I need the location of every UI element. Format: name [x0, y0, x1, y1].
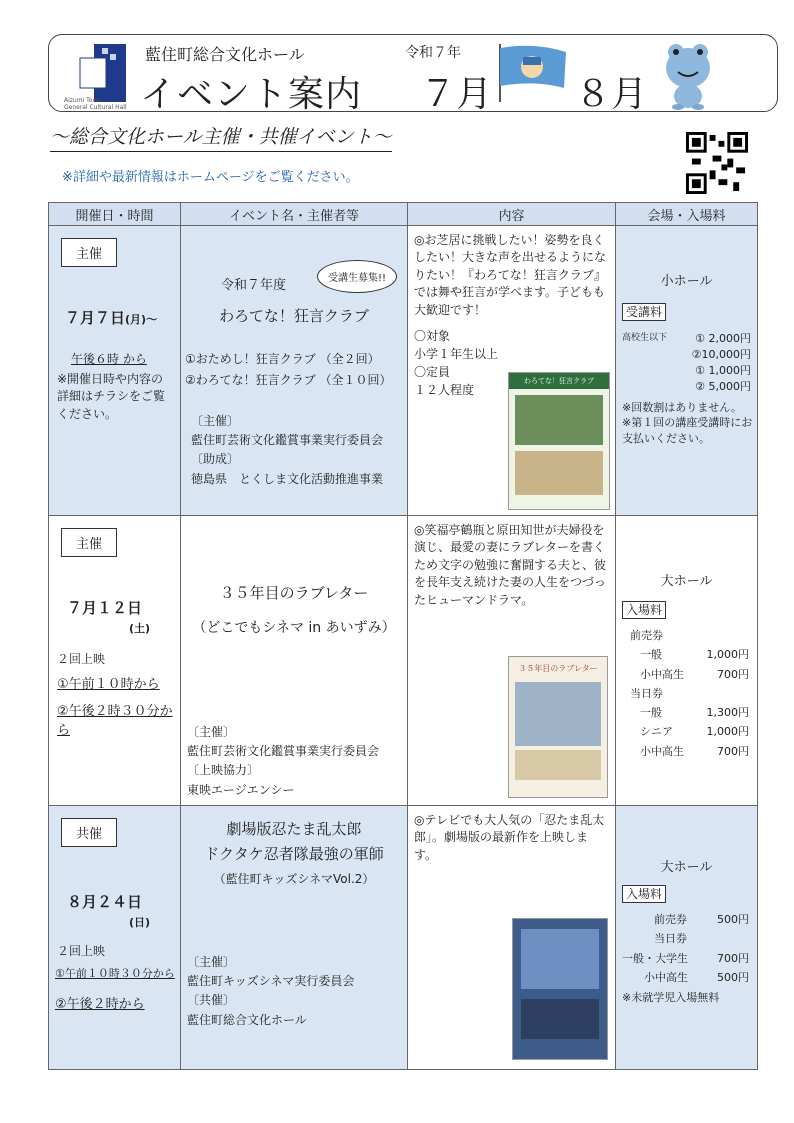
- poster-title: ３５年目のラブレター: [518, 664, 598, 673]
- fee-price: 700円: [717, 667, 749, 681]
- fee-label: 入場料: [622, 601, 666, 619]
- fee-label: 受講料: [622, 303, 666, 321]
- fee-price: 1,000円: [708, 364, 751, 377]
- fee-price: 500円: [717, 970, 749, 984]
- event-venue-cell: [616, 806, 758, 1070]
- event-time-2: ②午後２時から: [55, 997, 145, 1012]
- event-poster-image: [508, 372, 610, 510]
- fee-item-label: ①: [695, 332, 705, 345]
- fee-price: 700円: [717, 744, 749, 758]
- poster-photo: [515, 451, 603, 495]
- fee-row: [630, 665, 749, 684]
- fee-row: [622, 362, 751, 378]
- table-row: [49, 806, 758, 1070]
- capacity-label: 〇定員: [414, 364, 451, 379]
- venue-note: [622, 400, 753, 446]
- event-subtitle: （どこでもシネマ in あいずみ）: [192, 620, 396, 636]
- event-description: ◎笑福亭鶴瓶と原田知世が夫婦役を演じ、最愛の妻にラブレターを書くため文字の勉強に奮闘する夫と、彼を長年支え続けた妻の人生をつづったヒューマンドラマ。: [414, 523, 607, 607]
- reiwa-year: 令和７年: [405, 45, 461, 61]
- event-date-main: ８月２４日: [67, 893, 143, 911]
- organizer: 藍住町キッズシネマ実行委員会: [187, 974, 355, 989]
- poster-photo: [515, 395, 603, 445]
- event-title: ３５年目のラブレター: [219, 584, 369, 602]
- venue-note-1: ※回数割はありません。: [622, 401, 742, 414]
- fee-row: [622, 378, 751, 394]
- section-subtitle: ～総合文化ホール主催・共催イベント～: [50, 122, 392, 152]
- table-row: [49, 226, 758, 516]
- table-header-row: [49, 203, 758, 226]
- event-venue-cell: [616, 226, 758, 516]
- venue-name: 大ホール: [660, 574, 713, 589]
- poster-title: わろてな！狂言クラブ: [509, 373, 609, 389]
- organizer: 藍住町芸術文化鑑賞事業実行委員会: [191, 433, 384, 448]
- fee-item-label: 小中高生: [640, 667, 684, 681]
- target-value: 小学１年生以上: [414, 346, 499, 361]
- column-header-content: 内容: [408, 203, 616, 226]
- event-name-cell: [181, 226, 408, 516]
- logo-text-line-1: Aizumi Town: [64, 97, 102, 104]
- poster-photo: [515, 750, 601, 780]
- fee-price: 500円: [717, 913, 749, 926]
- fee-item-label: ②: [695, 380, 705, 393]
- fee-item-label: 小中高生: [644, 970, 688, 984]
- cooperation: 東映エージエンシー: [187, 782, 295, 797]
- fee-list: [630, 626, 749, 761]
- month-august: ８月: [575, 74, 648, 115]
- organizer-label: 〔主催〕: [187, 955, 236, 969]
- fee-price: 1,000円: [706, 725, 749, 739]
- event-date-main: ７月７日: [65, 309, 126, 327]
- fee-item-label: 小中高生: [640, 744, 684, 758]
- event-organizers: [191, 412, 407, 489]
- fee-item-label: シニア: [640, 725, 673, 739]
- venue-note-2: ※第１回の講座受講時にお支払いください。: [622, 416, 753, 445]
- month-july: ７月: [420, 74, 493, 115]
- event-content-cell: [408, 806, 616, 1070]
- event-date-note: ※開催日時や内容の詳細はチラシをご覧ください。: [57, 372, 166, 421]
- event-date-cell: [49, 806, 181, 1070]
- organizer-label: 〔主催〕: [187, 725, 236, 739]
- event-title-2: ドクタケ忍者隊最強の軍師: [204, 845, 384, 863]
- event-name-cell: [181, 806, 408, 1070]
- poster-art: [521, 929, 599, 989]
- venue-note: ※未就学児入場無料: [622, 991, 720, 1004]
- event-description: ◎お芝居に挑戦したい！姿勢を良くしたい！大きな声を出せるようになりたい！『わろてな！狂言クラブ』では舞や狂言が学べます。子どもも大歓迎です！: [414, 233, 607, 317]
- hall-logo: [72, 44, 126, 102]
- event-poster-image: [512, 918, 608, 1060]
- logo-text-line-2: General Cultural Hall: [64, 103, 127, 111]
- poster-art: [521, 999, 599, 1039]
- fee-item-label: 前売券: [654, 913, 687, 926]
- fee-price: 1,300円: [706, 706, 749, 719]
- fee-row: [622, 968, 749, 987]
- column-header-date: 開催日・時間: [49, 203, 181, 226]
- event-date-cell: [49, 226, 181, 516]
- page-title: イベント案内: [140, 74, 363, 115]
- fee-price: 10,000円: [701, 348, 751, 361]
- event-time-1: ①午前１０時から: [57, 677, 160, 692]
- event-date-dow: (土): [129, 622, 151, 635]
- fee-item-label: 一般・大学生: [622, 951, 688, 965]
- advance-ticket-label: 前売券: [630, 629, 663, 642]
- fee-item-label: ①: [695, 364, 705, 377]
- table-row: [49, 516, 758, 806]
- fee-item-label: 当日券: [654, 932, 687, 946]
- qr-code-icon[interactable]: [686, 132, 748, 194]
- frog-mascot-icon: [658, 38, 718, 110]
- fee-row: [622, 949, 749, 968]
- fee-row: [622, 330, 751, 346]
- homepage-note: ※詳細や最新情報はホームページをご覧ください。: [62, 170, 359, 185]
- venue-name: 大ホール: [660, 860, 713, 875]
- fee-price: 1,000円: [706, 648, 749, 662]
- event-title: 劇場版忍たま乱太郎: [226, 820, 362, 838]
- fee-item-label: 一般: [640, 648, 662, 662]
- grant-label: 〔助成〕: [191, 452, 240, 467]
- fee-row: [630, 703, 749, 722]
- fee-price: 5,000円: [708, 380, 751, 393]
- fee-list: [622, 330, 751, 394]
- fee-row: [622, 929, 749, 948]
- event-date: [65, 307, 180, 328]
- door-ticket-label: 当日券: [630, 686, 663, 700]
- event-description: ◎テレビでも大人気の「忍たま乱太郎」。劇場版の最新作を上映します。: [414, 813, 605, 862]
- capacity-value: １２人程度: [414, 382, 475, 397]
- target-label: 〇対象: [414, 328, 451, 343]
- events-table: [48, 202, 758, 1070]
- fee-price: 700円: [717, 951, 749, 965]
- fee-row: [630, 742, 749, 761]
- column-header-event: イベント名・主催者等: [181, 203, 408, 226]
- fee-row: [630, 722, 749, 741]
- fee-item-label: 一般: [640, 706, 662, 719]
- event-date-dow: (月)～: [125, 313, 158, 326]
- event-time-1: ①午前１０時３０分から: [55, 967, 175, 980]
- event-date-cell: [49, 516, 181, 806]
- event-badge: 主催: [61, 528, 117, 557]
- event-time-2: ②午後２時３０分から: [57, 704, 173, 738]
- fee-price: 2,000円: [708, 332, 751, 345]
- event-badge: 共催: [61, 818, 117, 847]
- fee-group: 高校生以下: [622, 333, 668, 343]
- event-badge: 主催: [61, 238, 117, 267]
- co-organizer: 藍住町総合文化ホール: [187, 1012, 307, 1027]
- event-date-main: ７月１２日: [67, 599, 143, 617]
- event-shows: ２回上映: [57, 652, 106, 666]
- event-name-cell: [181, 516, 408, 806]
- fee-row: [630, 645, 749, 664]
- event-title: わろてな！狂言クラブ: [219, 307, 369, 325]
- organizer-label: 〔主催〕: [191, 414, 240, 428]
- fee-label: 入場料: [622, 885, 666, 903]
- column-header-venue: 会場・入場料: [616, 203, 758, 226]
- co-organizer-label: 〔共催〕: [187, 993, 236, 1008]
- course-2: ②わろてな！狂言クラブ （全１０回）: [185, 373, 392, 387]
- flag-icon: [494, 42, 570, 104]
- recruit-bubble: 受講生募集!!: [317, 260, 397, 293]
- event-reiwa-year: 令和７年度: [221, 278, 287, 293]
- fee-list: [622, 910, 749, 987]
- venue-name: 小ホール: [660, 274, 713, 289]
- event-content-cell: [408, 516, 616, 806]
- fee-row: [622, 346, 751, 362]
- event-content-cell: [408, 226, 616, 516]
- event-organizers: [187, 723, 407, 800]
- event-organizers: [187, 953, 407, 1030]
- logo-text: [64, 98, 127, 111]
- course-1: ①おためし！狂言クラブ （全２回）: [185, 352, 380, 366]
- event-shows: ２回上映: [57, 944, 106, 958]
- event-subtitle: （藍住町キッズシネマVol.2）: [213, 872, 375, 886]
- grant: 徳島県 とくしま文化活動推進事業: [191, 471, 384, 486]
- fee-item-label: ②: [691, 348, 702, 361]
- fee-row: [622, 910, 749, 929]
- event-venue-cell: [616, 516, 758, 806]
- event-date-dow: (日): [129, 916, 151, 929]
- event-poster-image: [508, 656, 608, 798]
- organizer: 藍住町芸術文化鑑賞事業実行委員会: [187, 744, 380, 759]
- event-time: 午後６時 から: [71, 352, 147, 366]
- cooperation-label: 〔上映協力〕: [187, 763, 260, 778]
- hall-name: 藍住町総合文化ホール: [145, 45, 305, 64]
- poster-photo: [515, 682, 601, 746]
